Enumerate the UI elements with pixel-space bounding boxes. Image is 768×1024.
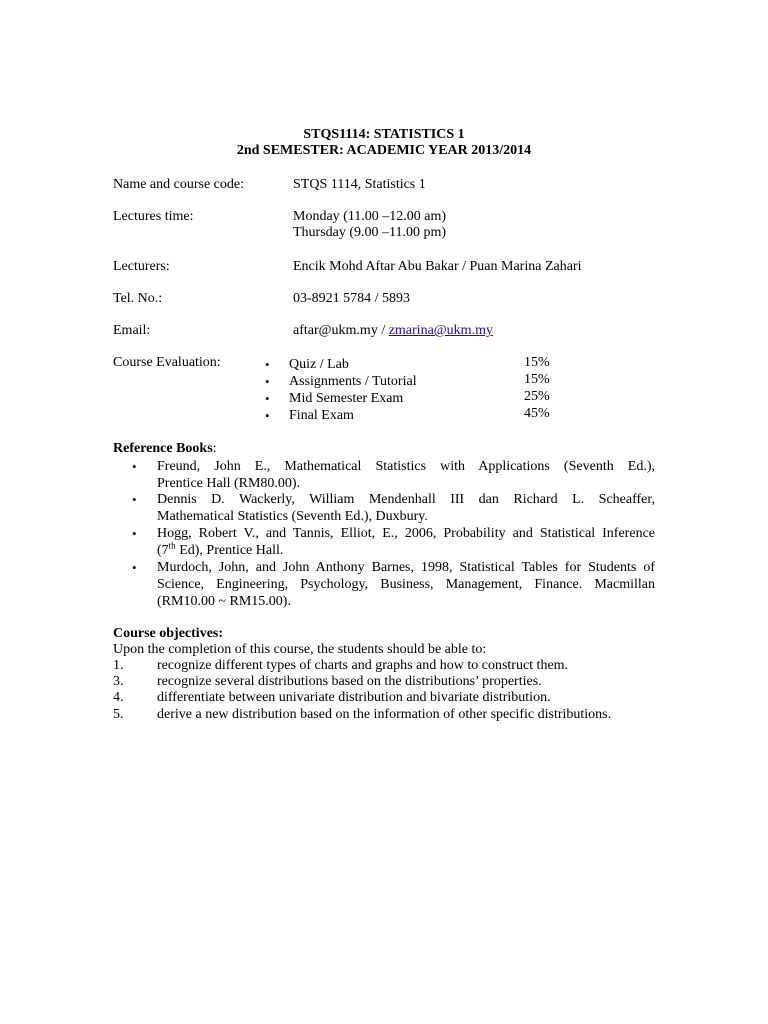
objective-number: 3. <box>113 674 124 689</box>
reference-item <box>157 458 655 492</box>
evaluation-bullet-icon: • <box>265 374 270 389</box>
reference-line: Science, Engineering, Psychology, Business, Management, Finance. Macmillan <box>157 577 655 592</box>
document-subtitle: 2nd SEMESTER: ACADEMIC YEAR 2013/2014 <box>236 143 532 158</box>
lecturers-value: Encik Mohd Aftar Abu Bakar / Puan Marina Zahari <box>293 259 582 274</box>
reference-line: Freund, John E., Mathematical Statistics with Applications (Seventh Ed.), <box>157 459 655 474</box>
evaluation-percent: 25% <box>524 389 550 404</box>
evaluation-item: Final Exam <box>289 408 354 423</box>
lectures-time-label: Lectures time: <box>113 209 194 224</box>
reference-item <box>157 525 655 559</box>
lecturers-label: Lecturers: <box>113 259 170 274</box>
document-title: STQS1114: STATISTICS 1 <box>303 127 465 142</box>
email-aftar: aftar@ukm.my / <box>293 323 389 338</box>
objective-text: derive a new distribution based on the information of other specific distributions. <box>157 707 612 722</box>
reference-line: Mathematical Statistics (Seventh Ed.), Duxbury. <box>157 509 428 524</box>
reference-edition-suffix: Ed), Prentice Hall. <box>175 543 284 558</box>
evaluation-percent: 15% <box>524 355 550 370</box>
objective-number: 4. <box>113 690 124 705</box>
reference-bullet-icon: • <box>132 560 137 575</box>
reference-bullet-icon: • <box>132 492 137 507</box>
reference-books-title: Reference Books <box>113 441 213 456</box>
reference-books-heading <box>113 440 217 457</box>
reference-line: (RM10.00 ~ RM15.00). <box>157 594 291 609</box>
evaluation-percent: 15% <box>524 372 550 387</box>
lectures-time-thursday: Thursday (9.00 –11.00 pm) <box>293 225 447 240</box>
name-code-label: Name and course code: <box>113 177 244 192</box>
reference-item <box>157 559 655 610</box>
reference-line <box>157 542 655 559</box>
email-value <box>293 322 493 339</box>
reference-edition-prefix: (7 <box>157 543 169 558</box>
course-objectives-heading: Course objectives: <box>113 626 224 641</box>
reference-edition-sup: th <box>168 540 176 551</box>
objective-text: recognize different types of charts and graphs and how to construct them. <box>157 658 569 673</box>
email-zmarina-link[interactable]: zmarina@ukm.my <box>388 323 493 338</box>
tel-value: 03-8921 5784 / 5893 <box>293 291 411 306</box>
tel-label: Tel. No.: <box>113 291 163 306</box>
email-label: Email: <box>113 323 151 338</box>
reference-line: Prentice Hall (RM80.00). <box>157 476 301 491</box>
evaluation-item: Assignments / Tutorial <box>289 374 417 389</box>
reference-line: Dennis D. Wackerly, William Mendenhall III dan Richard L. Scheaffer, <box>157 492 655 507</box>
objective-text: differentiate between univariate distribution and bivariate distribution. <box>157 690 551 705</box>
reference-item <box>157 491 655 525</box>
evaluation-bullet-icon: • <box>265 391 270 406</box>
evaluation-item: Mid Semester Exam <box>289 391 404 406</box>
course-evaluation-label: Course Evaluation: <box>113 355 221 370</box>
evaluation-item: Quiz / Lab <box>289 357 349 372</box>
course-objectives-intro: Upon the completion of this course, the students should be able to: <box>113 642 487 657</box>
evaluation-bullet-icon: • <box>265 357 270 372</box>
name-code-value: STQS 1114, Statistics 1 <box>293 177 426 192</box>
lectures-time-monday: Monday (11.00 –12.00 am) <box>293 209 447 224</box>
reference-books-colon: : <box>212 441 217 456</box>
objective-number: 1. <box>113 658 124 673</box>
reference-bullet-icon: • <box>132 526 137 541</box>
evaluation-percent: 45% <box>524 406 550 421</box>
evaluation-bullet-icon: • <box>265 408 270 423</box>
reference-line: Murdoch, John, and John Anthony Barnes, 1998, Statistical Tables for Students of <box>157 560 655 575</box>
objective-number: 5. <box>113 707 124 722</box>
reference-bullet-icon: • <box>132 459 137 474</box>
objective-text: recognize several distributions based on the distributions’ properties. <box>157 674 542 689</box>
reference-line: Hogg, Robert V., and Tannis, Elliot, E., 2006, Probability and Statistical Inference <box>157 526 655 541</box>
